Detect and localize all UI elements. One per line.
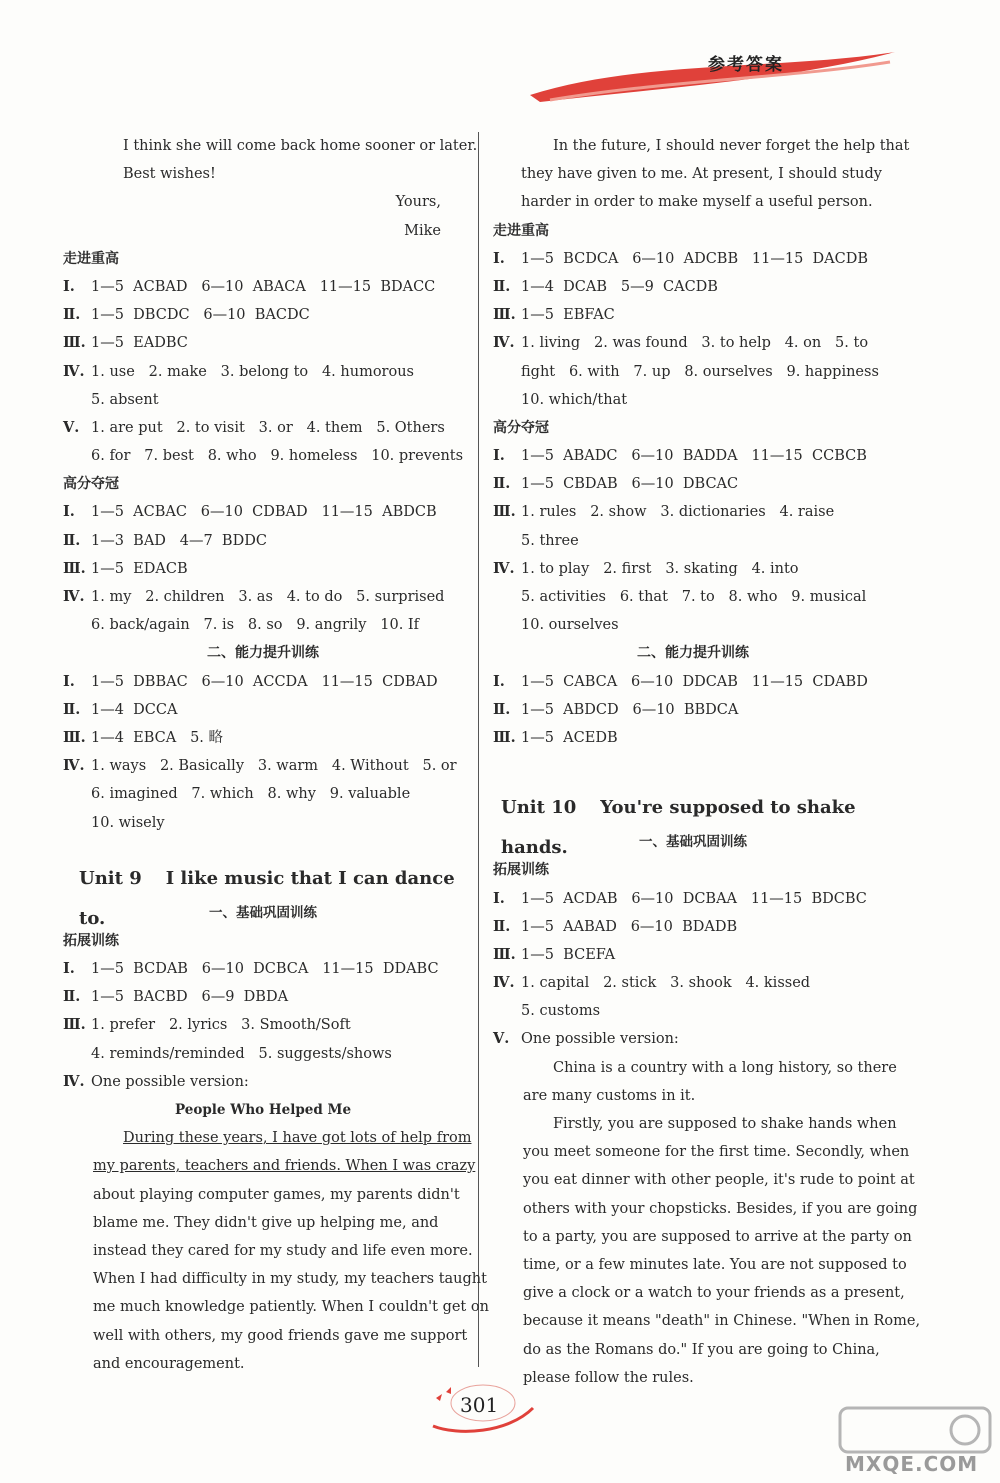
- answer-text: 1—4 EBCA 5. 略: [91, 729, 224, 746]
- answer-row: [493, 358, 893, 386]
- answer-row: [493, 442, 893, 470]
- column-divider: [478, 132, 479, 1367]
- answer-text: 1—5 CBDAB 6—10 DBCAC: [521, 476, 739, 493]
- answer-list: [493, 442, 893, 639]
- answer-row: [493, 245, 893, 273]
- answer-text: 1. are put 2. to visit 3. or 4. them 5. Others: [91, 419, 445, 436]
- answer-text: 1. ways 2. Basically 3. warm 4. Without 5. or: [91, 758, 457, 775]
- answer-row: [63, 414, 463, 442]
- answer-row: [63, 527, 463, 555]
- answer-list: [493, 668, 893, 753]
- roman-numeral: Ⅰ.: [63, 277, 75, 295]
- answer-text: 1—5 ABDCD 6—10 BBDCA: [521, 701, 739, 718]
- essay-line: and encouragement.: [93, 1355, 245, 1372]
- essay-line: During these years, I have got lots of help from: [123, 1130, 472, 1147]
- roman-numeral: Ⅲ.: [63, 728, 86, 746]
- answer-text: 1—5 DBBAC 6—10 ACCDA 11—15 CDBAD: [91, 673, 438, 690]
- answer-row: [63, 1011, 463, 1039]
- answer-row: [493, 913, 893, 941]
- roman-numeral: Ⅱ.: [63, 531, 81, 549]
- answer-list: [63, 498, 463, 639]
- unit-name: You're supposed to shake hands.: [501, 797, 856, 859]
- answer-text: 1—5 CABCA 6—10 DDCAB 11—15 CDABD: [521, 673, 868, 690]
- section-heading: 二、能力提升训练: [637, 645, 749, 662]
- unit-name: I like music that I can dance to.: [79, 867, 455, 929]
- answer-text: One possible version:: [521, 1031, 679, 1048]
- essay-line: China is a country with a long history, so there: [553, 1059, 897, 1076]
- essay-line: blame me. They didn't give up helping me, and: [93, 1214, 439, 1231]
- unit-number: Unit 10: [501, 797, 577, 819]
- header-title: 参考答案: [708, 55, 784, 75]
- answer-row: [63, 386, 463, 414]
- answer-row: [63, 1068, 463, 1096]
- answer-text: 1—3 BAD 4—7 BDDC: [91, 532, 267, 549]
- answer-row: [63, 358, 463, 386]
- essay-line: you eat dinner with other people, it's rude to point at: [523, 1172, 915, 1189]
- answer-row: [493, 997, 893, 1025]
- answer-text: 1—5 AABAD 6—10 BDADB: [521, 918, 738, 935]
- section-subtitle: 一、基础巩固训练: [639, 834, 747, 851]
- answer-row: [493, 1025, 893, 1053]
- answer-row: [63, 583, 463, 611]
- answer-row: [493, 941, 893, 969]
- letter-line: Best wishes!: [123, 166, 216, 183]
- section-heading: 拓展训练: [493, 862, 549, 879]
- answer-text: 10. ourselves: [521, 617, 619, 634]
- answer-row: [493, 885, 893, 913]
- answer-text: 1—5 ACEDB: [521, 729, 618, 746]
- answer-text: 1. living 2. was found 3. to help 4. on 5. to: [521, 335, 869, 352]
- answer-row: [63, 555, 463, 583]
- answer-text: 1. to play 2. first 3. skating 4. into: [521, 560, 799, 577]
- answer-row: [63, 983, 463, 1011]
- roman-numeral: Ⅲ.: [63, 334, 86, 352]
- answer-row: [493, 969, 893, 997]
- answer-text: fight 6. with 7. up 8. ourselves 9. happiness: [521, 363, 879, 380]
- roman-numeral: Ⅰ.: [493, 672, 505, 690]
- answer-row: [493, 527, 893, 555]
- answer-row: [493, 696, 893, 724]
- answer-row: [493, 611, 893, 639]
- essay-line: they have given to me. At present, I should study: [521, 166, 882, 183]
- answer-text: 1—5 DBCDC 6—10 BACDC: [91, 307, 310, 324]
- answer-text: 1. rules 2. show 3. dictionaries 4. raise: [521, 504, 835, 521]
- section-heading: 拓展训练: [63, 932, 119, 949]
- roman-numeral: Ⅰ.: [493, 447, 505, 465]
- answer-text: 1. my 2. children 3. as 4. to do 5. surprised: [91, 589, 445, 605]
- letter-line: I think she will come back home sooner or later.: [123, 138, 478, 154]
- essay-line: do as the Romans do." If you are going to China,: [523, 1341, 880, 1358]
- section-subtitle: 一、基础巩固训练: [209, 904, 317, 921]
- answer-text: 1—5 EBFAC: [521, 307, 615, 324]
- left-column: [63, 132, 489, 1378]
- answer-text: 6. for 7. best 8. who 9. homeless 10. prevents: [91, 448, 464, 465]
- answer-row: [493, 668, 893, 696]
- essay-line: instead they cared for my study and life even more.: [93, 1242, 473, 1259]
- answer-row: [493, 498, 893, 526]
- answer-text: 1—4 DCAB 5—9 CACDB: [521, 278, 718, 295]
- roman-numeral: Ⅱ.: [63, 306, 81, 324]
- roman-numeral: Ⅲ.: [63, 1016, 86, 1034]
- answer-text: 6. back/again 7. is 8. so 9. angrily 10. If: [91, 617, 420, 634]
- roman-numeral: Ⅲ.: [493, 728, 516, 746]
- answer-row: [63, 498, 463, 526]
- answer-text: 1—5 ACBAC 6—10 CDBAD 11—15 ABDCB: [91, 504, 437, 521]
- answer-list: [63, 955, 463, 1096]
- answer-text: 1—4 DCCA: [91, 701, 178, 718]
- answer-row: [63, 329, 463, 357]
- section-heading: 二、能力提升训练: [207, 645, 319, 662]
- section-heading: 高分夺冠: [63, 476, 119, 493]
- answer-row: [493, 583, 893, 611]
- answer-list: [493, 245, 893, 414]
- roman-numeral: Ⅳ.: [493, 334, 515, 352]
- answer-text: 1—5 EDACB: [91, 560, 188, 577]
- roman-numeral: Ⅰ.: [493, 249, 505, 267]
- answer-row: [493, 555, 893, 583]
- answer-row: [63, 611, 463, 639]
- roman-numeral: Ⅴ.: [493, 1030, 510, 1048]
- essay-line: When I had difficulty in my study, my teachers taught: [93, 1271, 487, 1288]
- essay-line: others with your chopsticks. Besides, if you are going: [523, 1200, 918, 1217]
- answer-text: 1. capital 2. stick 3. shook 4. kissed: [521, 975, 811, 992]
- essay-line: harder in order to make myself a useful person.: [521, 194, 873, 211]
- unit-number: Unit 9: [79, 867, 142, 889]
- roman-numeral: Ⅱ.: [63, 988, 81, 1006]
- answer-row: [63, 1040, 463, 1068]
- answer-row: [493, 724, 893, 752]
- answer-row: [63, 301, 463, 329]
- answer-text: 5. customs: [521, 1003, 601, 1020]
- answer-row: [63, 809, 463, 837]
- answer-row: [493, 386, 893, 414]
- essay-line: because it means "death" in Chinese. "When in Rome,: [523, 1313, 921, 1330]
- essay-line: In the future, I should never forget the help that: [553, 138, 910, 154]
- roman-numeral: Ⅲ.: [493, 945, 516, 963]
- roman-numeral: Ⅰ.: [63, 503, 75, 521]
- answer-text: 4. reminds/reminded 5. suggests/shows: [91, 1045, 392, 1062]
- answer-row: [63, 780, 463, 808]
- roman-numeral: Ⅳ.: [493, 559, 515, 577]
- roman-numeral: Ⅴ.: [63, 418, 80, 436]
- right-column: [493, 132, 921, 1392]
- answer-list: [63, 273, 463, 470]
- essay-line: about playing computer games, my parents didn't: [93, 1186, 460, 1203]
- essay-line: give a clock or a watch to your friends as a present,: [523, 1285, 905, 1302]
- answer-text: 1—5 BCDAB 6—10 DCBCA 11—15 DDABC: [91, 961, 439, 978]
- essay-line: time, or a few minutes late. You are not supposed to: [523, 1256, 907, 1273]
- answer-text: 5. absent: [91, 391, 159, 408]
- answer-text: 10. which/that: [521, 391, 628, 408]
- answer-text: 1—5 BACBD 6—9 DBDA: [91, 989, 289, 1006]
- roman-numeral: Ⅲ.: [493, 306, 516, 324]
- essay-line: you meet someone for the first time. Secondly, when: [523, 1144, 910, 1161]
- roman-numeral: Ⅰ.: [63, 960, 75, 978]
- letter-closing: Yours,: [395, 194, 441, 211]
- essay-body: [493, 1054, 921, 1392]
- answer-row: [63, 955, 463, 983]
- roman-numeral: Ⅰ.: [493, 889, 505, 907]
- answer-text: 5. three: [521, 532, 579, 549]
- essay-line: me much knowledge patiently. When I couldn't get on: [93, 1299, 489, 1316]
- roman-numeral: Ⅱ.: [493, 917, 511, 935]
- essay-line: well with others, my good friends gave me support: [93, 1327, 468, 1344]
- answer-row: [63, 752, 463, 780]
- roman-numeral: Ⅳ.: [63, 588, 85, 605]
- answer-text: One possible version:: [91, 1073, 249, 1090]
- essay-line: are many customs in it.: [523, 1087, 696, 1104]
- essay-title: People Who Helped Me: [174, 1102, 352, 1118]
- answer-text: 1—5 EADBC: [91, 335, 188, 352]
- essay-line: my parents, teachers and friends. When I was crazy: [93, 1158, 476, 1175]
- answer-text: 1—5 ACBAD 6—10 ABACA 11—15 BDACC: [91, 278, 436, 295]
- answer-text: 10. wisely: [91, 814, 165, 831]
- roman-numeral: Ⅳ.: [63, 757, 85, 775]
- answer-row: [493, 273, 893, 301]
- section-heading: 走进重高: [493, 222, 549, 239]
- watermark-text: MXQE.COM: [845, 1452, 979, 1476]
- roman-numeral: Ⅳ.: [63, 362, 85, 380]
- roman-numeral: Ⅱ.: [63, 700, 81, 718]
- letter-signature: Mike: [404, 222, 441, 239]
- roman-numeral: Ⅱ.: [493, 277, 511, 295]
- answer-text: 1—5 BCEFA: [521, 946, 616, 963]
- answer-list: [493, 885, 893, 1054]
- answer-row: [63, 696, 463, 724]
- essay-body: [63, 1124, 489, 1378]
- roman-numeral: Ⅳ.: [63, 1072, 85, 1090]
- essay-line: Firstly, you are supposed to shake hands when: [553, 1116, 897, 1132]
- answer-text: 1—5 BCDCA 6—10 ADCBB 11—15 DACDB: [521, 250, 869, 267]
- answer-row: [63, 668, 463, 696]
- roman-numeral: Ⅰ.: [63, 672, 75, 690]
- page-number: 301: [460, 1393, 499, 1417]
- answer-row: [493, 301, 893, 329]
- answer-row: [493, 470, 893, 498]
- answer-row: [63, 724, 463, 752]
- roman-numeral: Ⅱ.: [493, 700, 511, 718]
- answer-text: 1—5 ACDAB 6—10 DCBAA 11—15 BDCBC: [521, 890, 867, 907]
- answer-row: [63, 442, 463, 470]
- answer-text: 6. imagined 7. which 8. why 9. valuable: [91, 786, 411, 803]
- roman-numeral: Ⅲ.: [63, 559, 86, 577]
- answer-text: 1. use 2. make 3. belong to 4. humorous: [91, 363, 414, 380]
- section-heading: 走进重高: [63, 250, 119, 267]
- answer-text: 5. activities 6. that 7. to 8. who 9. musical: [521, 589, 867, 605]
- essay-line: to a party, you are supposed to arrive at the party on: [523, 1228, 912, 1245]
- answer-text: 1. prefer 2. lyrics 3. Smooth/Soft: [91, 1017, 351, 1034]
- roman-numeral: Ⅳ.: [493, 974, 515, 992]
- answer-row: [63, 273, 463, 301]
- roman-numeral: Ⅱ.: [493, 475, 511, 493]
- essay-line: please follow the rules.: [523, 1369, 694, 1386]
- answer-list: [63, 668, 463, 837]
- roman-numeral: Ⅲ.: [493, 503, 516, 521]
- section-heading: 高分夺冠: [493, 419, 549, 436]
- answer-row: [493, 329, 893, 357]
- answer-text: 1—5 ABADC 6—10 BADDA 11—15 CCBCB: [521, 448, 867, 465]
